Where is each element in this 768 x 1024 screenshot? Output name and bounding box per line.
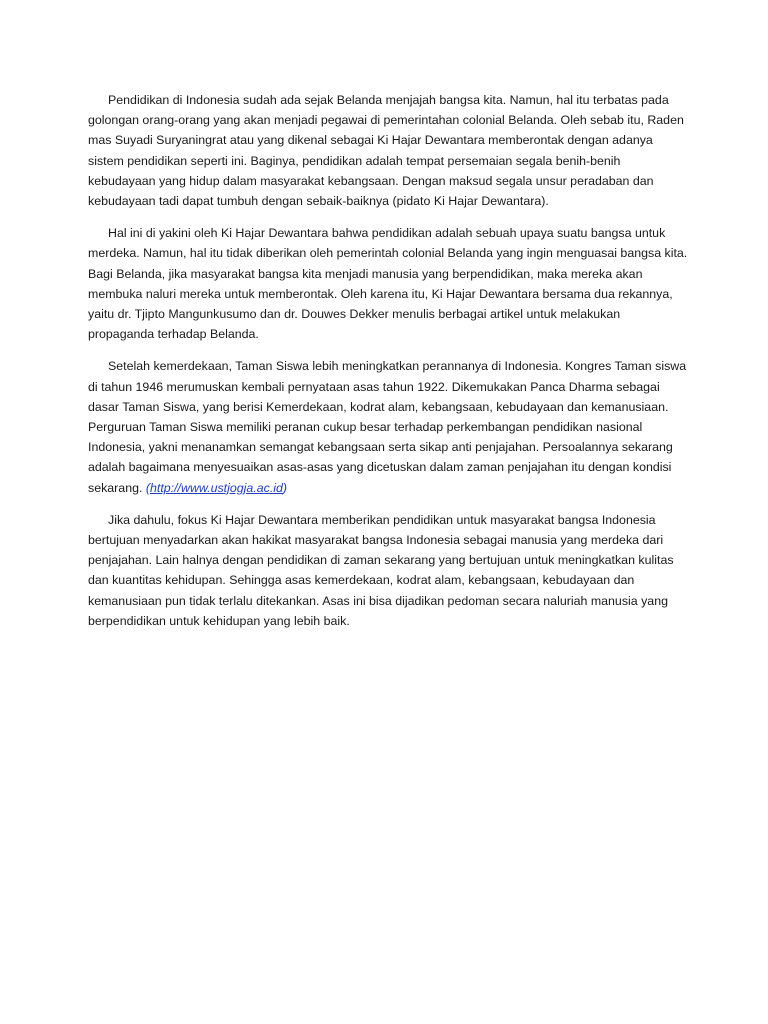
paragraph-1-text: Pendidikan di Indonesia sudah ada sejak Belanda menjajah bangsa kita. Namun, hal itu terbatas pada golongan orang-orang yang akan menjadi pegawai di pemerintahan colonial Belanda. Oleh sebab itu, Raden mas Suyadi Suryaningrat atau yang dikenal sebagai Ki Hajar Dewantara memberontak dengan adanya sistem pendidikan seperti ini. Baginya, pendidikan adalah tempat persemaian segala benih-benih kebudayaan yang hidup dalam masyarakat kebangsaan. Dengan maksud segala unsur peradaban dan kebudayaan tadi dapat tumbuh dengan sebaik-baiknya (pidato Ki Hajar Dewantara).	[88, 93, 684, 209]
paragraph-3-text: Setelah kemerdekaan, Taman Siswa lebih meningkatkan perannanya di Indonesia. Kongres Taman siswa di tahun 1946 merumuskan kembali pernyataan asas tahun 1922. Dikemukakan Panca Dharma sebagai dasar Taman Siswa, yang berisi Kemerdekaan, kodrat alam, kebangsaan, kebudayaan dan kemanusiaan. Perguruan Taman Siswa memiliki peranan cukup besar terhadap perkembangan pendidikan nasional Indonesia, yakni menanamkan semangat kebangsaan serta sikap anti penjajahan. Persoalannya sekarang adalah bagaimana menyesuaikan asas-asas yang dicetuskan dalam zaman penjajahan itu dengan kondisi sekarang.	[88, 359, 687, 495]
source-link-open: (	[142, 480, 150, 495]
document-page	[88, 90, 688, 643]
paragraph-2-text: Hal ini di yakini oleh Ki Hajar Dewantara bahwa pendidikan adalah sebuah upaya suatu bangsa untuk merdeka. Namun, hal itu tidak diberikan oleh pemerintah colonial Belanda yang ingin menguasai bangsa kita. Bagi Belanda, jika masyarakat bangsa kita menjadi manusia yang berpendidikan, maka mereka akan membuka naluri mereka untuk memberontak. Oleh karena itu, Ki Hajar Dewantara bersama dua rekannya, yaitu dr. Tjipto Mangunkusumo dan dr. Douwes Dekker menulis berbagai artikel untuk melakukan propaganda terhadap Belanda.	[88, 226, 688, 342]
paragraph-2	[88, 223, 688, 344]
paragraph-4	[88, 510, 688, 631]
paragraph-1	[88, 90, 688, 211]
paragraph-3	[88, 356, 688, 497]
source-link-close: )	[282, 480, 288, 495]
paragraph-4-text: Jika dahulu, fokus Ki Hajar Dewantara memberikan pendidikan untuk masyarakat bangsa Indonesia bertujuan menyadarkan akan hakikat masyarakat bangsa Indonesia sebagai manusia yang merdeka dari penjajahan. Lain halnya dengan pendidikan di zaman sekarang yang bertujuan untuk meningkatkan kulitas dan kuantitas kehidupan. Sehingga asas kemerdekaan, kodrat alam, kebangsaan, kebudayaan dan kemanusiaan pun tidak terlalu ditekankan. Asas ini bisa dijadikan pedoman secara naluriah manusia yang berpendidikan untuk kehidupan yang lebih baik.	[88, 512, 674, 628]
source-link[interactable]: http://www.ustjogja.ac.id	[150, 480, 283, 495]
